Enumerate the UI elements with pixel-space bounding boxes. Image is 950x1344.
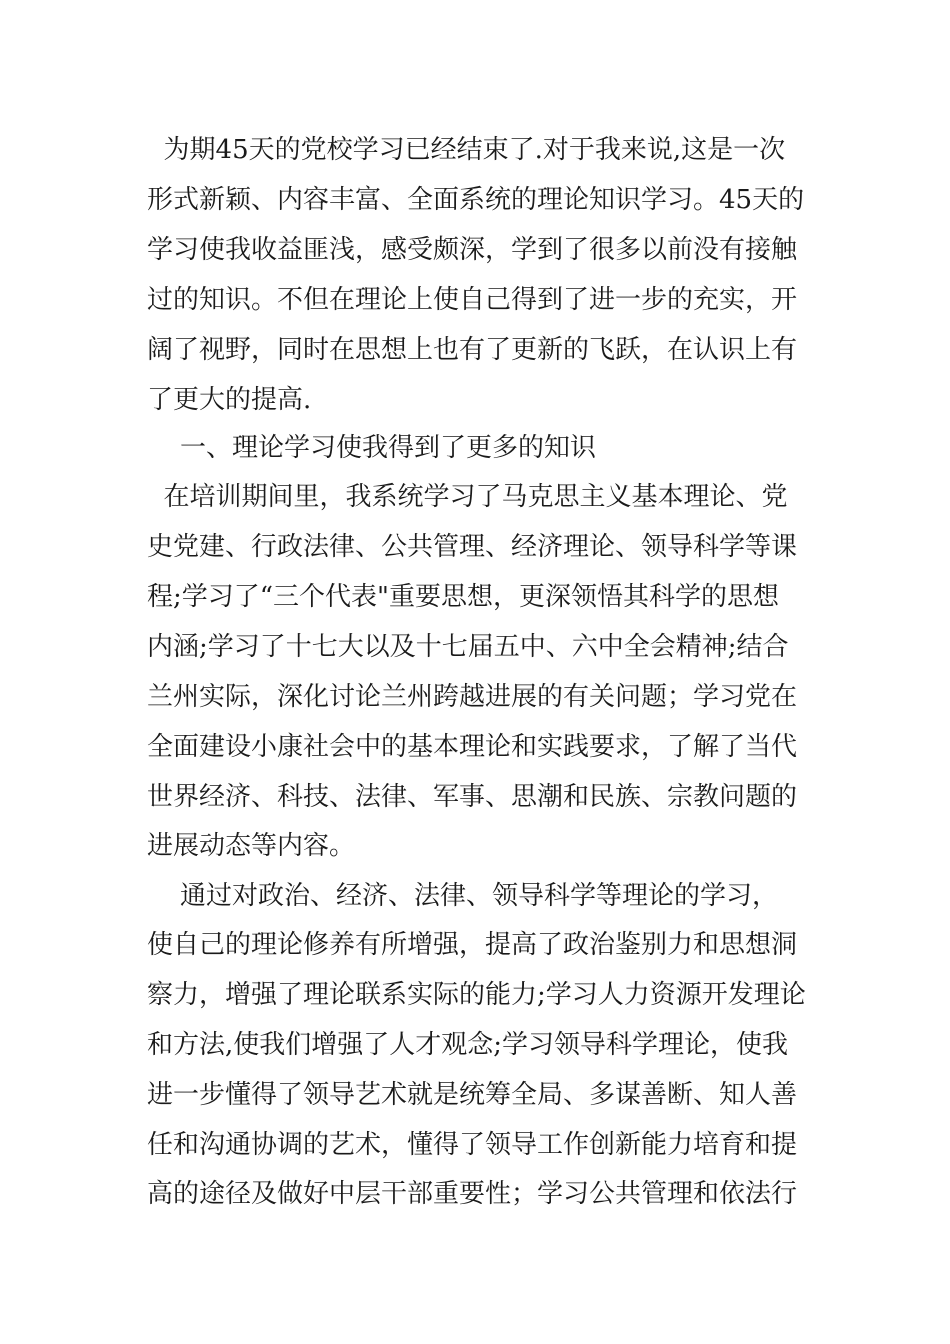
text-line: 过的知识。不但在理论上使自己得到了进一步的充实，开 [147, 285, 798, 315]
text-line: 为期45天的党校学习已经结束了.对于我来说,这是一次 [147, 135, 786, 165]
text-line: 史党建、行政法律、公共管理、经济理论、领导科学等课 [147, 532, 798, 562]
text-line: 察力，增强了理论联系实际的能力;学习人力资源开发理论 [147, 980, 806, 1010]
text-line: 阔了视野，同时在思想上也有了更新的飞跃，在认识上有 [147, 335, 798, 365]
text-line: 任和沟通协调的艺术，懂得了领导工作创新能力培育和提 [147, 1130, 798, 1160]
text-line: 通过对政治、经济、法律、领导科学等理论的学习， [147, 881, 779, 911]
text-line: 进一步懂得了领导艺术就是统筹全局、多谋善断、知人善 [147, 1080, 798, 1110]
text-line: 和方法,使我们增强了人才观念;学习领导科学理论，使我 [147, 1030, 789, 1060]
text-line: 在培训期间里，我系统学习了马克思主义基本理论、党 [147, 482, 788, 512]
text-line: 进展动态等内容。 [147, 831, 356, 861]
text-line: 内涵;学习了十七大以及十七届五中、六中全会精神;结合 [147, 632, 789, 662]
text-line: 程;学习了“三个代表"重要思想，更深领悟其科学的思想 [147, 582, 780, 612]
text-line: 了更大的提高. [147, 385, 312, 415]
text-line: 世界经济、科技、法律、军事、思潮和民族、宗教问题的 [147, 782, 798, 812]
section-heading: 一、理论学习使我得到了更多的知识 [147, 433, 597, 463]
text-line: 高的途径及做好中层干部重要性；学习公共管理和依法行 [147, 1179, 798, 1209]
text-line: 全面建设小康社会中的基本理论和实践要求，了解了当代 [147, 732, 798, 762]
text-line: 学习使我收益匪浅，感受颇深，学到了很多以前没有接触 [147, 235, 798, 265]
text-line: 兰州实际，深化讨论兰州跨越进展的有关问题；学习党在 [147, 682, 798, 712]
text-line: 形式新颖、内容丰富、全面系统的理论知识学习。45天的 [147, 185, 805, 215]
text-line: 使自己的理论修养有所增强，提高了政治鉴别力和思想洞 [147, 930, 798, 960]
